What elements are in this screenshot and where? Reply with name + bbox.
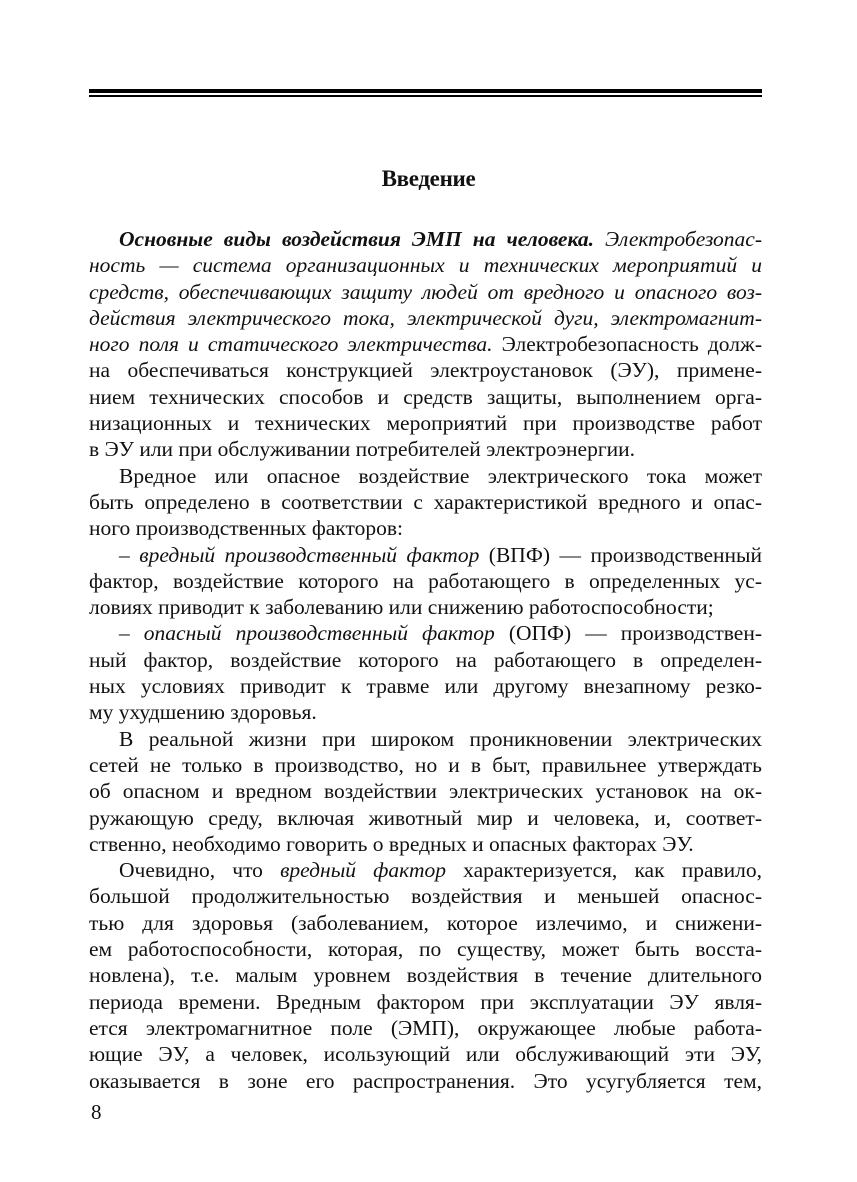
text-segment: ный фактор, воздействие которого на работающего в определен- <box>89 647 762 672</box>
text-line <box>89 226 762 252</box>
text-line <box>89 778 762 804</box>
text-line <box>89 726 762 752</box>
page-number: 8 <box>91 1100 102 1124</box>
text-segment: большой продолжительностью воздействия и меньшей опаснос- <box>89 884 762 909</box>
text-segment: Основные виды воздействия ЭМП на человека. <box>119 227 594 251</box>
text-line <box>89 673 762 699</box>
text-line <box>89 1015 762 1041</box>
text-line <box>89 620 762 646</box>
text-segment: ность — система организационных и технических мероприятий и <box>89 253 762 278</box>
text-segment: Вредное или опасное воздействие электрического тока может <box>119 463 762 488</box>
text-line <box>89 910 762 936</box>
text-segment: опасный производственный фактор <box>143 621 495 646</box>
header-rule-thin <box>89 95 762 97</box>
text-segment: новлена), т.е. малым уровнем воздействия в течение длительного <box>89 963 762 988</box>
text-line <box>89 489 762 515</box>
text-segment: ем работоспособности, которая, по существу, может быть восста- <box>89 937 762 962</box>
text-segment: Электробезопасность долж- <box>492 332 762 357</box>
text-segment: тью для здоровья (заболеванием, которое излечимо, и снижени- <box>89 910 762 935</box>
text-line <box>89 463 762 489</box>
text-segment: вредный фактор <box>280 858 446 883</box>
text-segment: ловиях приводит к заболеванию или снижению работоспособности; <box>89 595 714 620</box>
text-segment: действия электрического тока, электрической дуги, электромагнит- <box>89 305 762 330</box>
text-line <box>89 805 762 831</box>
text-line <box>89 989 762 1015</box>
text-line <box>89 647 762 673</box>
text-line <box>89 831 762 857</box>
text-segment: ется электромагнитное поле (ЭМП), окружающее любые работа- <box>89 1015 762 1040</box>
text-line <box>89 410 762 436</box>
text-line <box>89 305 762 331</box>
text-line <box>89 752 762 778</box>
text-segment: в ЭУ или при обслуживании потребителей электроэнергии. <box>89 437 636 462</box>
text-segment: ного производственных факторов: <box>89 516 403 541</box>
text-line <box>89 542 762 568</box>
text-segment: му ухудшению здоровья. <box>89 700 317 725</box>
text-segment: ных условиях приводит к травме или другому внезапному резко- <box>89 674 762 699</box>
text-segment: Очевидно, что <box>119 858 281 883</box>
text-segment: (ВПФ) — производственный <box>479 542 762 567</box>
text-line <box>89 962 762 988</box>
text-segment <box>594 227 605 251</box>
text-line <box>89 936 762 962</box>
text-segment: ственно, необходимо говорить о вредных и опасных факторах ЭУ. <box>89 831 694 856</box>
text-line <box>89 384 762 410</box>
text-line <box>89 1041 762 1067</box>
text-segment: нием технических способов и средств защиты, выполнением орга- <box>89 384 762 409</box>
text-segment: ного поля и статического электричества. <box>89 332 493 357</box>
text-line <box>89 515 762 541</box>
text-segment: периода времени. Вредным фактором при эксплуатации ЭУ явля- <box>89 989 762 1014</box>
text-segment: ющие ЭУ, а человек, исользующий или обслуживающий эти ЭУ, <box>89 1042 762 1067</box>
text-segment: сетей не только в производство, но и в быт, правильнее утверждать <box>89 752 762 777</box>
text-segment: – <box>119 621 144 646</box>
text-segment: В реальной жизни при широком проникновении электрических <box>119 726 762 751</box>
text-line <box>89 883 762 909</box>
text-segment: – <box>119 542 140 567</box>
text-segment: Электробезопас- <box>604 227 763 251</box>
text-line <box>89 699 762 725</box>
text-segment: на обеспечиваться конструкцией электроустановок (ЭУ), примене- <box>89 358 762 383</box>
body-text <box>89 226 762 1094</box>
text-line <box>89 1068 762 1094</box>
text-line <box>89 252 762 278</box>
text-segment: об опасном и вредном воздействии электрических установок на ок- <box>89 779 762 804</box>
text-segment: средств, обеспечивающих защиту людей от вредного и опасного воз- <box>89 279 762 304</box>
text-line <box>89 436 762 462</box>
text-line <box>89 594 762 620</box>
text-line <box>89 857 762 883</box>
text-segment: низационных и технических мероприятий при производстве работ <box>89 411 762 436</box>
text-line <box>89 357 762 383</box>
text-segment: ружающую среду, включая животный мир и человека, и, соответ- <box>89 805 762 830</box>
text-line <box>89 279 762 305</box>
text-segment: (ОПФ) — производствен- <box>494 621 762 646</box>
text-segment: фактор, воздействие которого на работающего в определенных ус- <box>89 568 762 593</box>
text-segment: оказывается в зоне его распространения. Это усугубляется тем, <box>89 1068 762 1093</box>
text-segment: характеризуется, как правило, <box>445 858 762 883</box>
text-segment: вредный производственный фактор <box>139 542 480 567</box>
text-line <box>89 331 762 357</box>
text-line <box>89 568 762 594</box>
page-title: Введение <box>381 166 476 191</box>
header-rule-thick <box>89 89 762 93</box>
text-segment: быть определено в соответствии с характеристикой вредного и опас- <box>89 489 762 514</box>
